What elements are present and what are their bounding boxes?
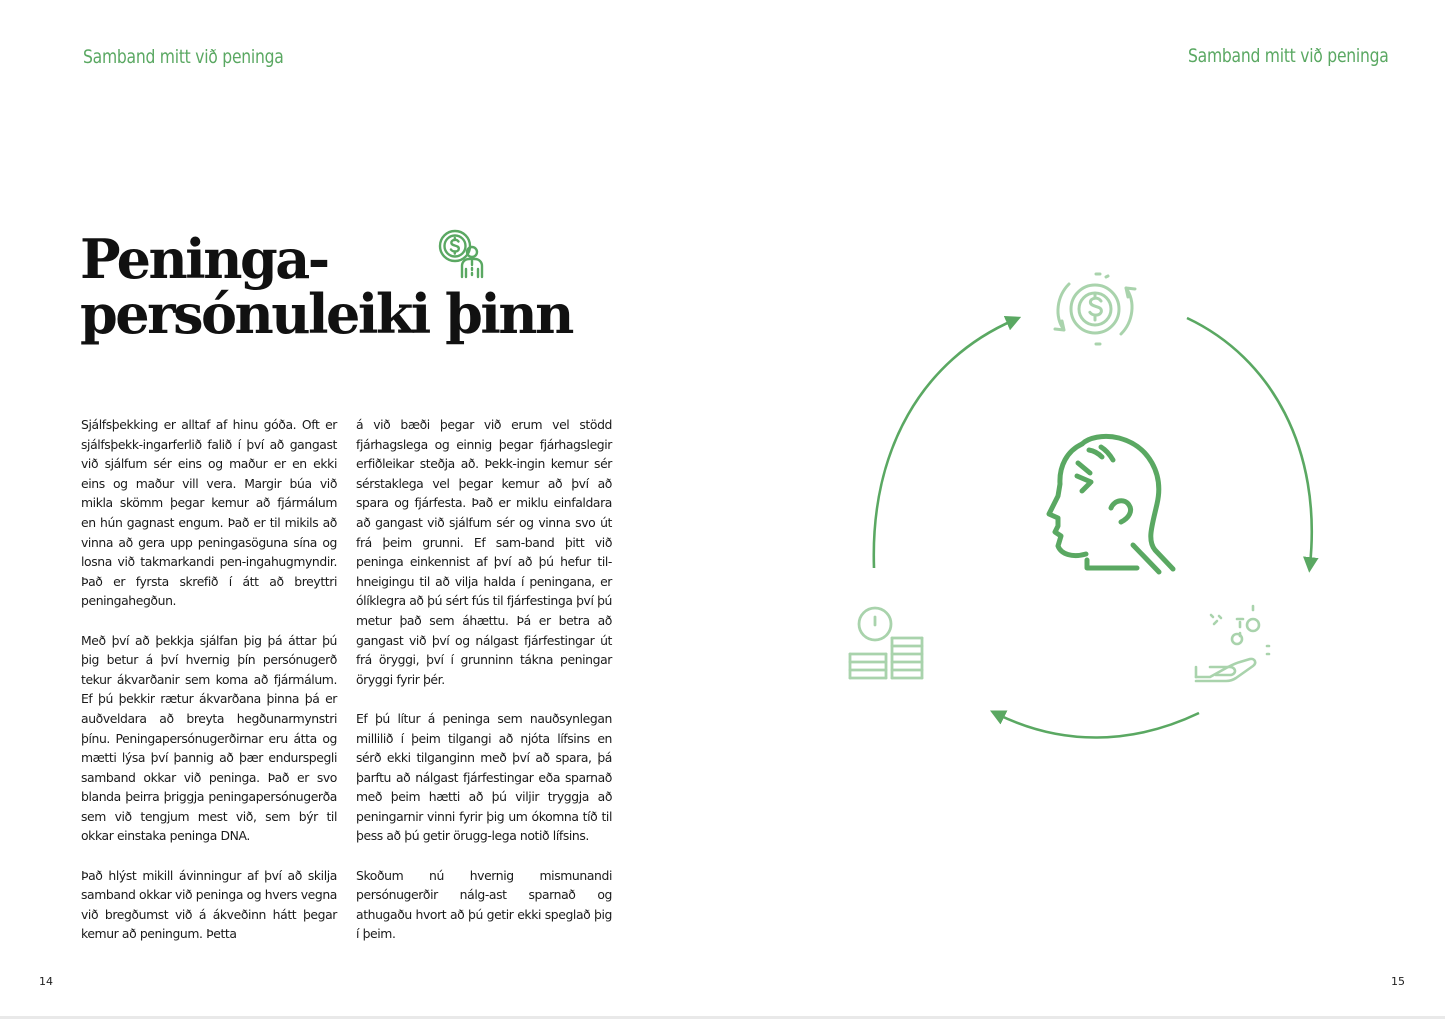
page-title	[80, 227, 572, 346]
hand-coins-icon	[1196, 606, 1269, 681]
arrow-left-to-top	[874, 320, 1014, 568]
text-column-right	[356, 415, 612, 964]
title-line-2: persónuleiki þinn	[80, 282, 572, 346]
money-cycle-icon	[1055, 274, 1135, 344]
text-column-left	[81, 415, 337, 964]
page-right	[722, 0, 1445, 1016]
running-head-right: Samband mitt við peninga	[1188, 45, 1389, 67]
arrow-right-to-left	[997, 713, 1199, 738]
page-number-right: 15	[1391, 975, 1405, 988]
paragraph: Með því að þekkja sjálfan þig þá áttar þú þig betur á því hvernig þín persónugerð tekur ákvarðanir sem koma að fjármálum. Ef þú þekkir rætur ákvarðana þinna þá er auðveldara að breyta hegðunarmynstri þínu. Peningapersónugerðirnar eru átta og mætti lýsa því þannig að þær endurspegli samband okkar við peninga. Það er svo blanda þeirra þriggja peningapersónugerða sem við tengjum mest við, sem býr til okkar einstaka peninga DNA.	[81, 632, 337, 844]
paragraph: á við bæði þegar við erum vel stödd fjárhagslega og einnig þegar fjárhagslegir erfiðleikar steðja að. Þekk-ingin kemur sér sérstaklega vel þegar kemur að því að spara og fjárfesta. Það er miklu einfaldara að gangast við sjálfum sér og vinna svo út frá þeim grunni. Ef sam-band þitt við peninga einkennist af því að þú hefur til-hneigingu til að vilja halda í peningana, er ólíklegra að þú sért fús til fjárfestinga því þú metur það sem áhættu. Þá er betra að gangast við því og nálgast fjárfestingar út frá öryggi, því í grunninn tákna peningar öryggi fyrir þér.	[356, 417, 612, 687]
coin-stack-icon	[850, 608, 922, 678]
paragraph: Ef þú lítur á peninga sem nauðsynlegan millilið í þeim tilgangi að njóta lífsins en sérð ekki tilganginn með því að spara, þá þarftu að nálgast fjárfestingar eða sparnað með þeim hætti að þú viljir tryggja að peningarnir vinni fyrir þig um ókomna tíð til þess að þú getir örugg-lega notið lífsins.	[356, 710, 612, 844]
page-left	[0, 0, 722, 1016]
page-number-left: 14	[39, 975, 53, 988]
arrow-top-to-right	[1187, 318, 1312, 565]
money-person-icon	[437, 228, 489, 280]
paragraph: Skoðum nú hvernig mismunandi persónugerðir nálg-ast sparnað og athugaðu hvort að þú getir ekki speglað þig í þeim.	[356, 867, 612, 942]
paragraph: Sjálfsþekking er alltaf af hinu góða. Oft er sjálfsþekk-ingarferlið falið í því að gangast við sjálfum sér eins og maður er en ekki eins og maður vill vera. Margir búa við mikla skömm þegar kemur að fjármálum en hún gagnast engum. Það er til mikils að vinna að gera upp peningasöguna sína og losna við takmarkandi pen-ingahugmyndir. Það er fyrsta skrefið í átt að breyttri peningahegðun.	[81, 417, 337, 609]
head-thinking-icon	[1049, 436, 1173, 572]
money-cycle-diagram	[832, 240, 1332, 760]
paragraph: Það hlýst mikill ávinningur af því að skilja samband okkar við peninga og hvers vegna við bregðumst við á ákveðinn hátt þegar kemur að peningum. Þetta	[81, 867, 337, 942]
running-head-left: Samband mitt við peninga	[83, 46, 284, 68]
title-line-1: Peninga-	[80, 227, 328, 291]
